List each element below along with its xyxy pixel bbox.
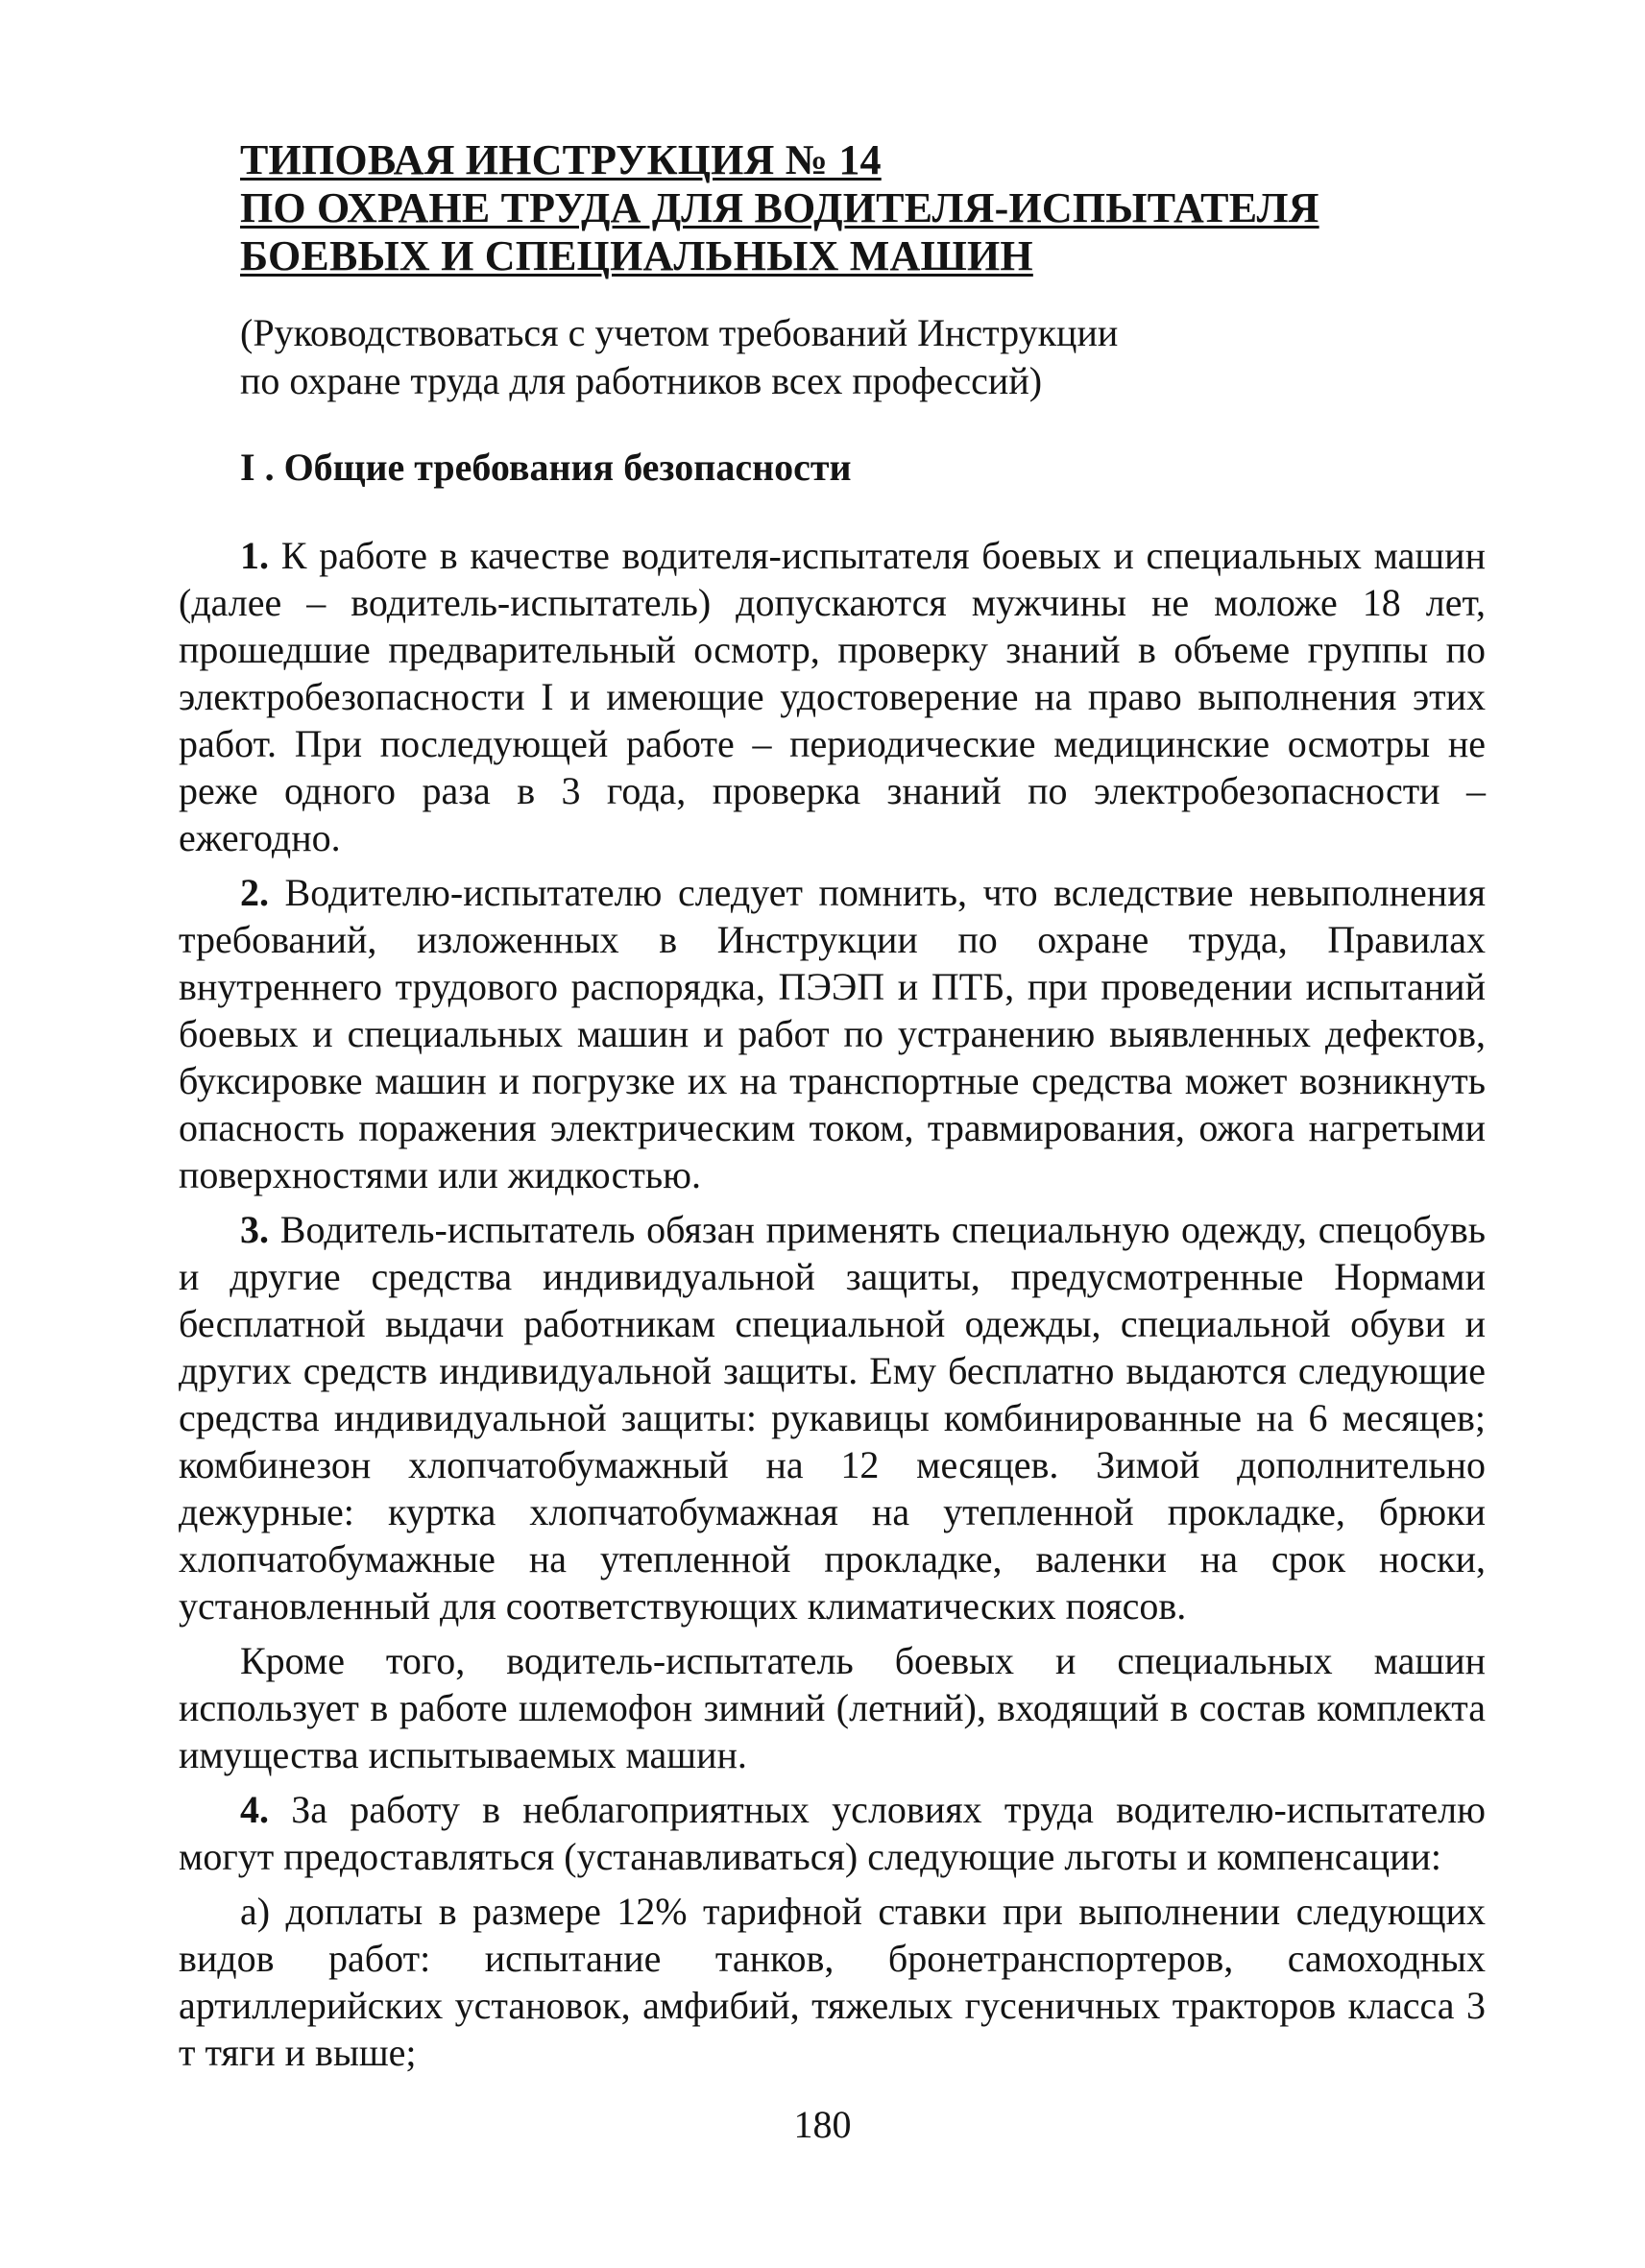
document-subtitle [240,309,1488,405]
paragraph-number: 2. [240,871,269,914]
paragraph-number: 3. [240,1208,269,1251]
paragraph-text: Водителю-испытателю следует помнить, что вследствие невыполнения требований, изложенных в Инструкции по охране труда, Правилах внутреннего трудового распорядка, ПЭЭП и ПТБ, при проведении испытаний боевых и специальных машин и работ по устранению выявленных дефектов, буксировке машин и погрузке их на транспортные средства может возникнуть опасность поражения электрическим током, травмирования, ожога нагретыми поверхностями или жидкостью. [179,871,1486,1196]
paragraph-2 [179,869,1486,1198]
subtitle-line-1: (Руководствоваться с учетом требований Инструкции [240,311,1119,354]
paragraph-4 [179,1786,1486,1880]
paragraph-1 [179,532,1486,861]
document-title [240,136,1488,280]
paragraph-3 [179,1206,1486,1629]
paragraph-number: 1. [240,534,269,577]
paragraph-text: а) доплаты в размере 12% тарифной ставки при выполнении следующих видов работ: испытание танков, бронетранспортеров, самоходных артиллерийских установок, амфибий, тяжелых гусеничных тракторов класса 3 т тяги и выше; [179,1890,1486,2074]
page-number: 180 [793,2103,852,2146]
paragraph-number: 4. [240,1788,269,1831]
body-text [179,532,1486,2084]
paragraph-3-continuation [179,1637,1486,1778]
subtitle-line-2: по охране труда для работников всех профессий) [240,359,1043,402]
paragraph-text: Водитель-испытатель обязан применять специальную одежду, спецобувь и другие средства индивидуальной защиты, предусмотренные Нормами бесплатной выдачи работникам специальной одежды, специальной обуви и других средств индивидуальной защиты. Ему бесплатно выдаются следующие средства индивидуальной защиты: рукавицы комбинированные на 6 месяцев; комбинезон хлопчатобумажный на 12 месяцев. Зимой дополнительно дежурные: куртка хлопчатобумажная на утепленной прокладке, брюки хлопчатобумажные на утепленной прокладке, валенки на срок носки, установленный для соответствующих климатических поясов. [179,1208,1486,1628]
title-line-1: ТИПОВАЯ ИНСТРУКЦИЯ № 14 [240,136,882,183]
paragraph-text: К работе в качестве водителя-испытателя боевых и специальных машин (далее – водитель-испытатель) допускаются мужчины не моложе 18 лет, прошедшие предварительный осмотр, проверку знаний в объеме группы по электробезопасности I и имеющие удостоверение на право выполнения этих работ. При последующей работе – периодические медицинские осмотры не реже одного раза в 3 года, проверка знаний по электробезопасности – ежегодно. [179,534,1486,859]
paragraph-text: За работу в неблагоприятных условиях труда водителю-испытателю могут предоставляться (устанавливаться) следующие льготы и компенсации: [179,1788,1486,1878]
section-heading: I . Общие требования безопасности [240,446,852,489]
title-line-3: БОЕВЫХ И СПЕЦИАЛЬНЫХ МАШИН [240,232,1033,279]
paragraph-4a [179,1888,1486,2076]
title-line-2: ПО ОХРАНЕ ТРУДА ДЛЯ ВОДИТЕЛЯ-ИСПЫТАТЕЛЯ [240,184,1319,231]
paragraph-text: Кроме того, водитель-испытатель боевых и специальных машин использует в работе шлемофон зимний (летний), входящий в состав комплекта имущества испытываемых машин. [179,1639,1486,1776]
